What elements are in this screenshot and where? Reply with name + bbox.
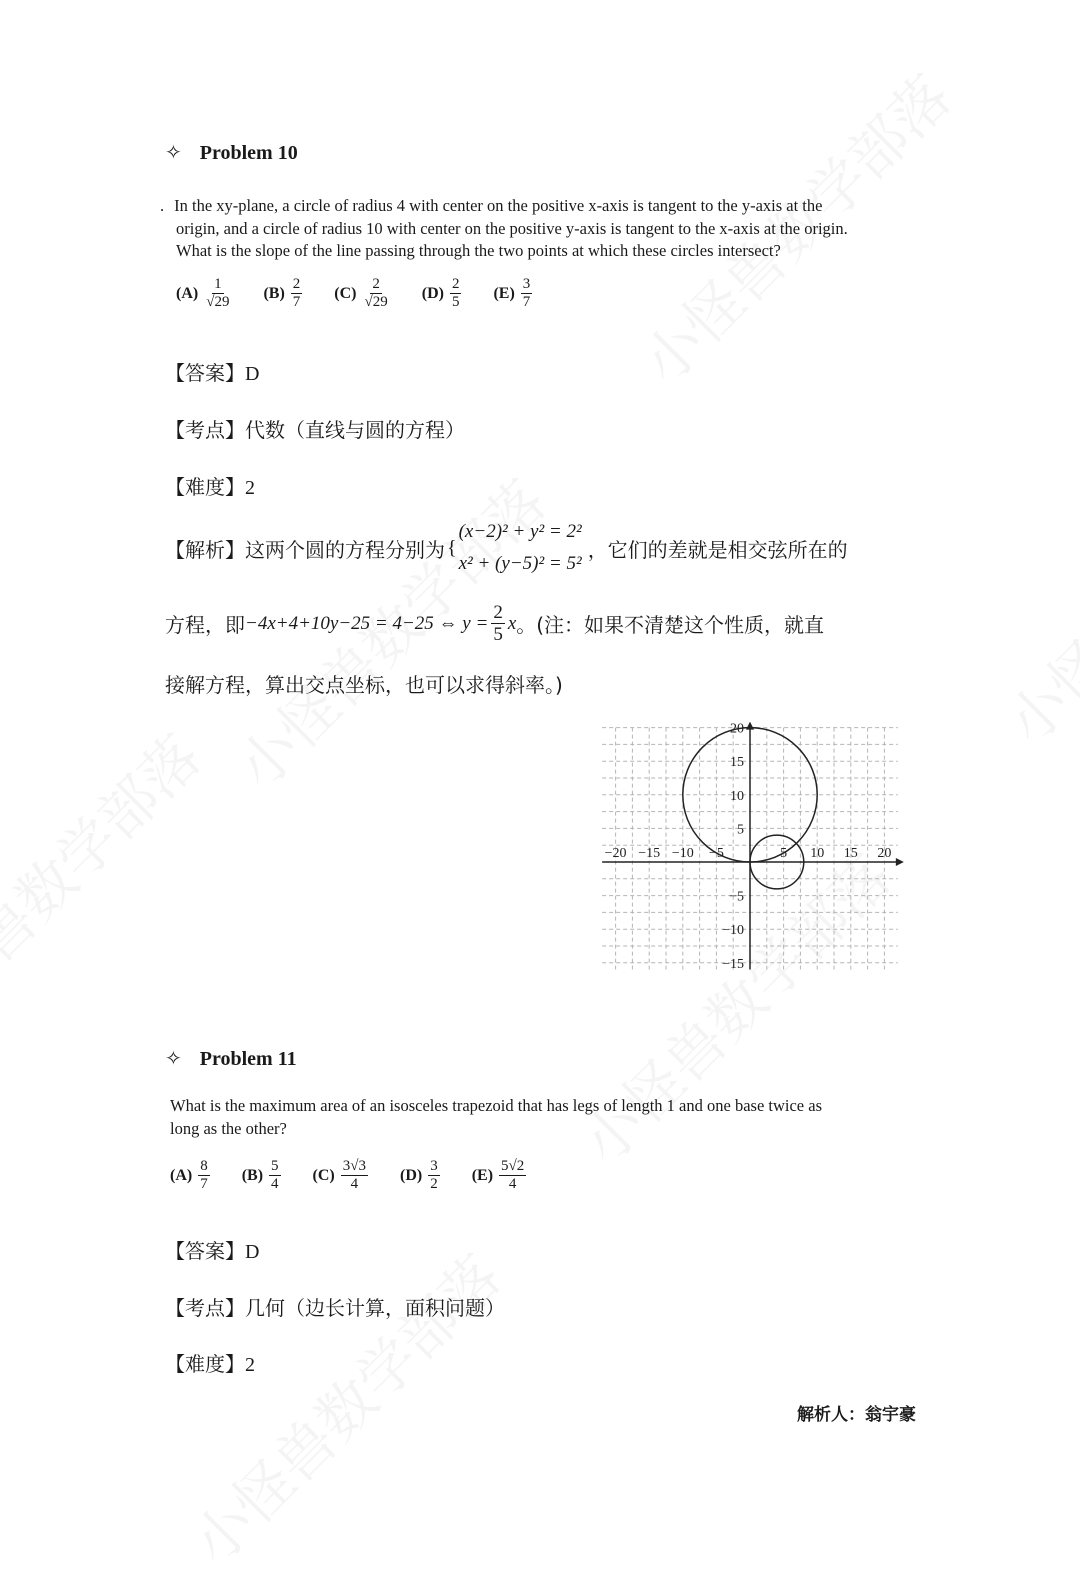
numerator: 2 <box>451 276 460 292</box>
topic-value: 几何（边长计算，面积问题） <box>245 1296 505 1320</box>
topic-line <box>165 1292 505 1321</box>
choice-label: (B) <box>241 1166 264 1184</box>
difficulty-value: 2 <box>245 477 255 499</box>
numerator: 3 <box>522 276 531 292</box>
choice-b[interactable] <box>242 1158 281 1193</box>
analysis-line-3: 接解方程，算出交点坐标，也可以求得斜率。) <box>165 673 563 697</box>
difficulty-line <box>165 471 255 500</box>
watermark <box>985 413 1080 759</box>
difficulty-tag: 【难度】 <box>165 475 245 499</box>
y-tick-label: 10 <box>730 788 744 804</box>
circles-graph <box>592 722 908 974</box>
topic-line <box>165 414 465 443</box>
choice-label: (E) <box>493 284 515 302</box>
y-tick-label: −10 <box>722 923 744 939</box>
fraction <box>204 276 231 311</box>
analysis-text: 这两个圆的方程分别为 <box>245 537 445 562</box>
x-tick-label: −20 <box>604 846 627 861</box>
fraction <box>269 1158 281 1193</box>
fraction <box>499 1158 526 1193</box>
problem-10-choices <box>176 276 564 311</box>
choice-c[interactable] <box>313 1158 368 1193</box>
analysis-text: 。(注：如果不清楚这个性质，就直 <box>516 613 825 637</box>
problem-10-stem <box>160 195 920 263</box>
y-tick-label: 5 <box>737 822 744 838</box>
fraction <box>450 276 462 311</box>
fraction <box>341 1158 368 1193</box>
numerator: 1 <box>214 276 222 292</box>
fraction <box>521 276 533 311</box>
x-tick-label: 10 <box>810 846 825 861</box>
numerator: 3√3 <box>342 1158 366 1174</box>
denominator: 7 <box>522 294 531 310</box>
answer-tag: 【答案】 <box>165 1239 245 1263</box>
choice-label: (C) <box>334 284 357 302</box>
watermark <box>0 713 216 1059</box>
answer-value: D <box>245 363 260 385</box>
problem-11-heading <box>165 1046 297 1071</box>
problem-11-stem <box>170 1095 920 1140</box>
numerator: 5 <box>271 1158 279 1174</box>
fraction <box>291 276 303 311</box>
topic-tag: 【考点】 <box>165 1296 245 1320</box>
analysis-math: x <box>507 612 517 634</box>
author-label: 解析人：翁宇豪 <box>797 1405 916 1425</box>
choice-d[interactable] <box>400 1158 440 1193</box>
four-pointed-star-icon: ✧ <box>165 1046 182 1070</box>
choice-label: (E) <box>471 1166 494 1184</box>
analysis-math: −4x+4+10y−25 = 4−25 ⇔ y = <box>245 612 489 634</box>
denominator: 4 <box>508 1176 517 1192</box>
equation-system <box>459 516 582 580</box>
choice-c[interactable] <box>334 276 389 311</box>
x-tick-label: −5 <box>708 846 724 861</box>
choice-label: (C) <box>312 1166 335 1184</box>
equation-2: x² + (y−5)² = 5² <box>458 553 582 574</box>
problem-10-heading <box>165 140 298 165</box>
x-tick-label: 20 <box>877 846 892 861</box>
topic-tag: 【考点】 <box>165 418 245 442</box>
numerator: 2 <box>493 602 503 623</box>
stem-line: long as the other? <box>170 1118 287 1138</box>
watermark <box>170 1233 516 1579</box>
analysis-text: 方程，即 <box>165 613 245 637</box>
analysis-text: ，它们的差就是相交弦所在的 <box>587 537 848 562</box>
denominator: 7 <box>292 294 301 310</box>
answer-line <box>165 357 259 386</box>
stem-line: What is the maximum area of an isosceles trapezoid that has legs of length 1 and one base twice as <box>170 1096 822 1115</box>
denominator: 5 <box>451 294 460 310</box>
answer-value: D <box>245 1241 260 1263</box>
analysis-line-2 <box>165 602 824 645</box>
analysis-line-1 <box>165 516 925 580</box>
x-axis-arrow <box>896 858 904 866</box>
stem-line: origin, and a circle of radius 10 with center on the positive y-axis is tangent to the x-axis at the origin. <box>176 218 848 238</box>
fraction <box>363 276 390 311</box>
equation-1: (x−2)² + y² = 2² <box>458 521 582 542</box>
choice-a[interactable] <box>170 1158 210 1193</box>
four-pointed-star-icon: ✧ <box>165 140 182 164</box>
choice-label: (D) <box>421 284 444 302</box>
y-axis-arrow <box>746 722 754 730</box>
stem-line: What is the slope of the line passing through the two points at which these circles intersect? <box>176 241 781 260</box>
difficulty-line <box>165 1348 255 1377</box>
numerator: 2 <box>292 276 301 292</box>
problem-11-choices <box>170 1158 558 1193</box>
y-tick-label: −5 <box>729 889 744 905</box>
choice-d[interactable] <box>422 276 462 311</box>
choice-label: (D) <box>400 1166 423 1184</box>
denominator: √29 <box>364 294 388 310</box>
x-tick-label: 15 <box>843 846 858 861</box>
fraction <box>491 602 505 645</box>
x-tick-label: 5 <box>780 846 788 861</box>
choice-e[interactable] <box>472 1158 527 1193</box>
x-tick-label: −10 <box>671 846 694 861</box>
numerator: 8 <box>200 1158 208 1174</box>
fraction <box>428 1158 440 1193</box>
difficulty-tag: 【难度】 <box>165 1352 245 1376</box>
choice-label: (A) <box>170 1166 193 1184</box>
choice-label: (A) <box>176 284 199 302</box>
y-tick-label: −15 <box>722 956 744 972</box>
numerator: 5√2 <box>501 1158 525 1174</box>
denominator: 2 <box>430 1176 438 1192</box>
stem-line: In the xy-plane, a circle of radius 4 with center on the positive x-axis is tangent to the y-axis at the <box>174 196 823 215</box>
difficulty-value: 2 <box>245 1354 255 1376</box>
y-tick-label: 15 <box>730 755 744 771</box>
problem-11-title: Problem 11 <box>199 1048 297 1070</box>
answer-line <box>165 1235 259 1264</box>
stem-prefix: . <box>160 196 165 215</box>
x-tick-label: −15 <box>638 846 661 861</box>
denominator: 7 <box>200 1176 208 1192</box>
answer-tag: 【答案】 <box>165 361 245 385</box>
fraction <box>198 1158 210 1193</box>
denominator: √29 <box>206 294 230 310</box>
choice-a[interactable] <box>176 276 231 311</box>
left-brace: { <box>447 537 457 559</box>
y-tick-label: 20 <box>730 722 744 737</box>
denominator: 5 <box>493 624 503 645</box>
topic-value: 代数（直线与圆的方程） <box>245 418 465 442</box>
choice-b[interactable] <box>263 276 302 311</box>
problem-10-title: Problem 10 <box>199 142 298 164</box>
numerator: 3 <box>430 1158 438 1174</box>
denominator: 4 <box>350 1176 359 1192</box>
numerator: 2 <box>372 276 380 292</box>
analysis-tag: 【解析】 <box>165 537 245 562</box>
choice-label: (B) <box>263 284 285 302</box>
choice-e[interactable] <box>493 276 532 311</box>
denominator: 4 <box>271 1176 279 1192</box>
